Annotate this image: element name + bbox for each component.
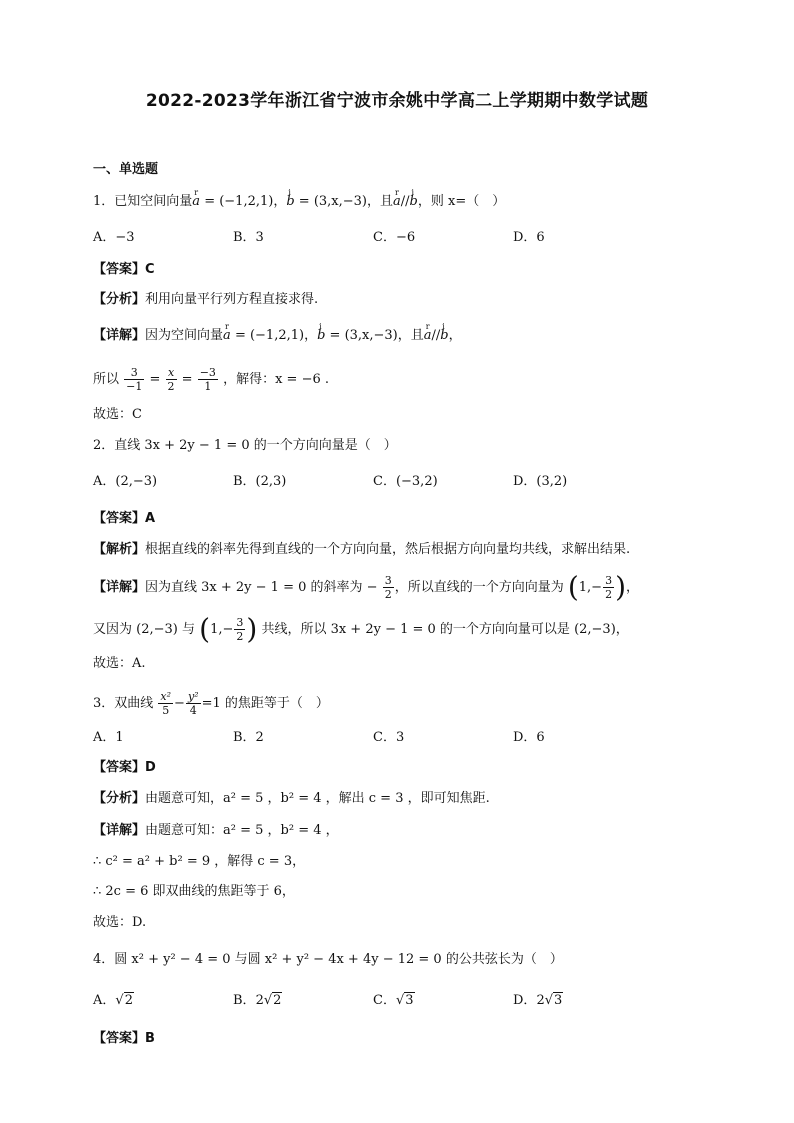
q2-answer: 【答案】A	[93, 511, 156, 526]
q3-detail-line3: ∴ 2c = 6 即双曲线的焦距等于 6，	[93, 884, 295, 899]
q3-analysis: 【分析】由题意可知，a² = 5 ，b² = 4 ，解出 c = 3 ，即可知焦距.	[93, 791, 490, 806]
option-c: C．(−3,2)	[373, 474, 438, 489]
q4-stem: 4．圆 x² + y² − 4 = 0 与圆 x² + y² − 4x + 4y − 12 = 0 的公共弦长为（ ）	[93, 952, 563, 967]
option-a: A．√2	[93, 993, 133, 1008]
q3-answer: 【答案】D	[93, 760, 156, 775]
section-header: 一、单选题	[93, 162, 159, 177]
q1-detail: 【详解】因为空间向量r a = (−1,2,1)，i b = (3,x,−3)，且r a//i b，	[93, 326, 462, 346]
q3-detail: 【详解】由题意可知：a² = 5 ，b² = 4 ，	[93, 823, 339, 838]
q4-answer: 【答案】B	[93, 1031, 155, 1046]
q3-stem: 3．双曲线 $\frac{\text{x²}}{5}$ − $\frac{\text{y²}}{4}$ =1 的焦距等于（ ）	[93, 690, 329, 717]
option-c: C．−6	[373, 230, 416, 245]
q2-choose: 故选：A.	[93, 656, 146, 671]
q3-choose: 故选：D.	[93, 915, 147, 930]
q3-detail-line2: ∴ c² = a² + b² = 9 ，解得 c = 3，	[93, 854, 306, 869]
q1-answer: 【答案】C	[93, 262, 155, 277]
option-d: D．2√3	[513, 993, 563, 1008]
option-d: D．6	[513, 230, 545, 245]
option-c: C．3	[373, 730, 405, 745]
option-a: A．1	[93, 730, 124, 745]
q2-stem: 2．直线 3x + 2y − 1 = 0 的一个方向向量是（ ）	[93, 438, 397, 453]
page-title: 2022-2023学年浙江省宁波市余姚中学高二上学期期中数学试题	[145, 91, 649, 111]
q2-detail: 【详解】因为直线 3x + 2y − 1 = 0 的斜率为 − $\frac{3}{2}$ ，所以直线的一个方向向量为 (1,− $\frac{3}{2}$ )，	[93, 570, 640, 604]
q1-detail-line2: 所以 $\frac{3}{-1}$ = $\frac{x}{2}$ = $\frac{-3}{1}$ ，解得：x = −6 .	[93, 366, 329, 393]
option-b: B．2	[233, 730, 264, 745]
q2-analysis: 【解析】根据直线的斜率先得到直线的一个方向向量，然后根据方向向量均共线，求解出结果.	[93, 542, 631, 557]
option-d: D．6	[513, 730, 545, 745]
option-b: B．3	[233, 230, 264, 245]
q1-stem: 1．已知空间向量r a = (−1,2,1)，i b = (3,x,−3)，且r a//i b，则 x=（ ）	[93, 192, 505, 212]
option-a: A．−3	[93, 230, 135, 245]
option-b: B．(2,3)	[233, 474, 287, 489]
option-c: C．√3	[373, 993, 414, 1008]
option-b: B．2√2	[233, 993, 282, 1008]
q1-analysis: 【分析】利用向量平行列方程直接求得.	[93, 292, 319, 307]
q2-detail-line2: 又因为 (2,−3) 与 (1,− $\frac{3}{2}$ ) 共线，所以 3x + 2y − 1 = 0 的一个方向向量可以是 (2,−3)，	[93, 612, 629, 646]
option-d: D．(3,2)	[513, 474, 568, 489]
q1-choose: 故选：C	[93, 407, 142, 422]
option-a: A．(2,−3)	[93, 474, 158, 489]
